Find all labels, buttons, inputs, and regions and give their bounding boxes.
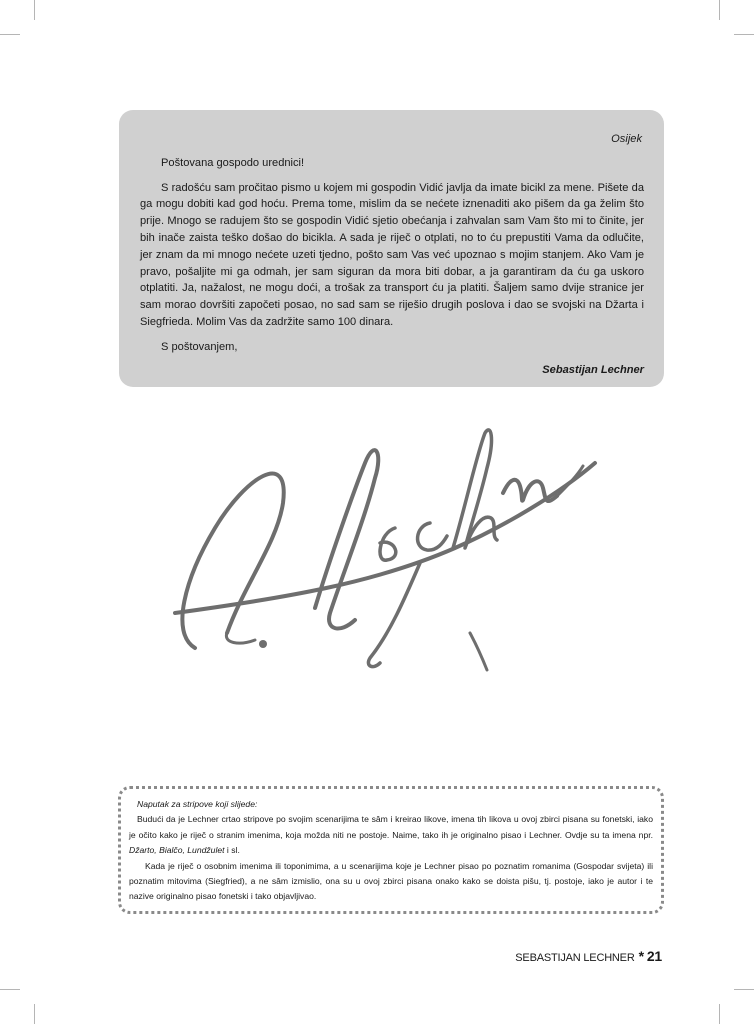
crop-mark [734,989,754,990]
crop-mark [0,989,20,990]
letter-sender: Sebastijan Lechner [542,363,644,376]
letter-box [119,110,664,387]
letter-greeting: Poštovana gospodo urednici! [161,156,305,169]
letter-closing: S poštovanjem, [161,340,238,353]
note-paragraph-1-end: i sl. [224,845,240,856]
note-title: Naputak za stripove koji slijede: [137,799,258,809]
crop-mark [0,34,20,35]
footer-star: * [638,948,644,964]
page-number: 21 [646,948,662,964]
handwritten-signature-image [165,408,605,688]
crop-mark [719,1004,720,1024]
page-footer [515,948,662,964]
letter-place: Osijek [611,133,642,145]
note-paragraph-1 [129,812,653,858]
crop-mark [734,34,754,35]
note-box [118,786,664,914]
note-paragraph-2: Kada je riječ o osobnim imenima ili toponimima, a u scenarijima koje je Lechner pisao po poznatim romanima (Gospodar svijeta) ili poznatim mitovima (Siegfried), a ne sâm izmislio, ona su u ovoj zbirci pisana onako kako se doista pišu, tj. postoje, iako je autor i te nazive originalno pisao fonetski i tako objavljivao. [129,860,653,902]
note-paragraph-1-text: Budući da je Lechner crtao stripove po svojim scenarijima te sâm i kreirao likove, imena tih likova u ovoj zbirci pisana su fonetski, iako je očito kako je riječ o stranim imenima, koja možda niti ne postoje. Naime, tako ih je originalno pisao i Lechner. Ovdje su ta imena npr. [129,814,653,840]
footer-author: SEBASTIJAN LECHNER [515,952,635,964]
crop-mark [719,0,720,20]
crop-mark [34,0,35,20]
crop-mark [34,1004,35,1024]
note-example-names: Džarto, Bialčo, Lundžulet [129,845,225,856]
letter-body: S radošću sam pročitao pismo u kojem mi gospodin Vidić javlja da imate bicikl za mene. Pišete da ga mogu dobiti kad god hoću. Prema tome, mislim da se nećete iznenaditi ako pišem da ga želim što prije. Mnogo se radujem što se gospodin Vidić sjetio obećanja i zahvalan sam Vam što mi to činite, jer bih inače zaista teško došao do bicikla. A sada je riječ o otplati, no to ću prepustiti Vama da odlučite, jer znam da mi mnogo nećete uzeti tjedno, pošto sam Vas već upoznao s mojim stanjem. Ako Vam je pravo, pošaljite mi ga odmah, jer sam siguran da mora biti dobar, a ja garantiram da ću ga uskoro otplatiti. Ja, nažalost, ne mogu doći, a trošak za transport ću ja platiti. Šaljem samo dvije stranice jer sam morao dovršiti započeti posao, no sad sam se riješio drugih poslova i dao se svojski na Džarta i Siegfrieda. Molim Vas da zadržite samo 100 dinara. [140,181,644,328]
